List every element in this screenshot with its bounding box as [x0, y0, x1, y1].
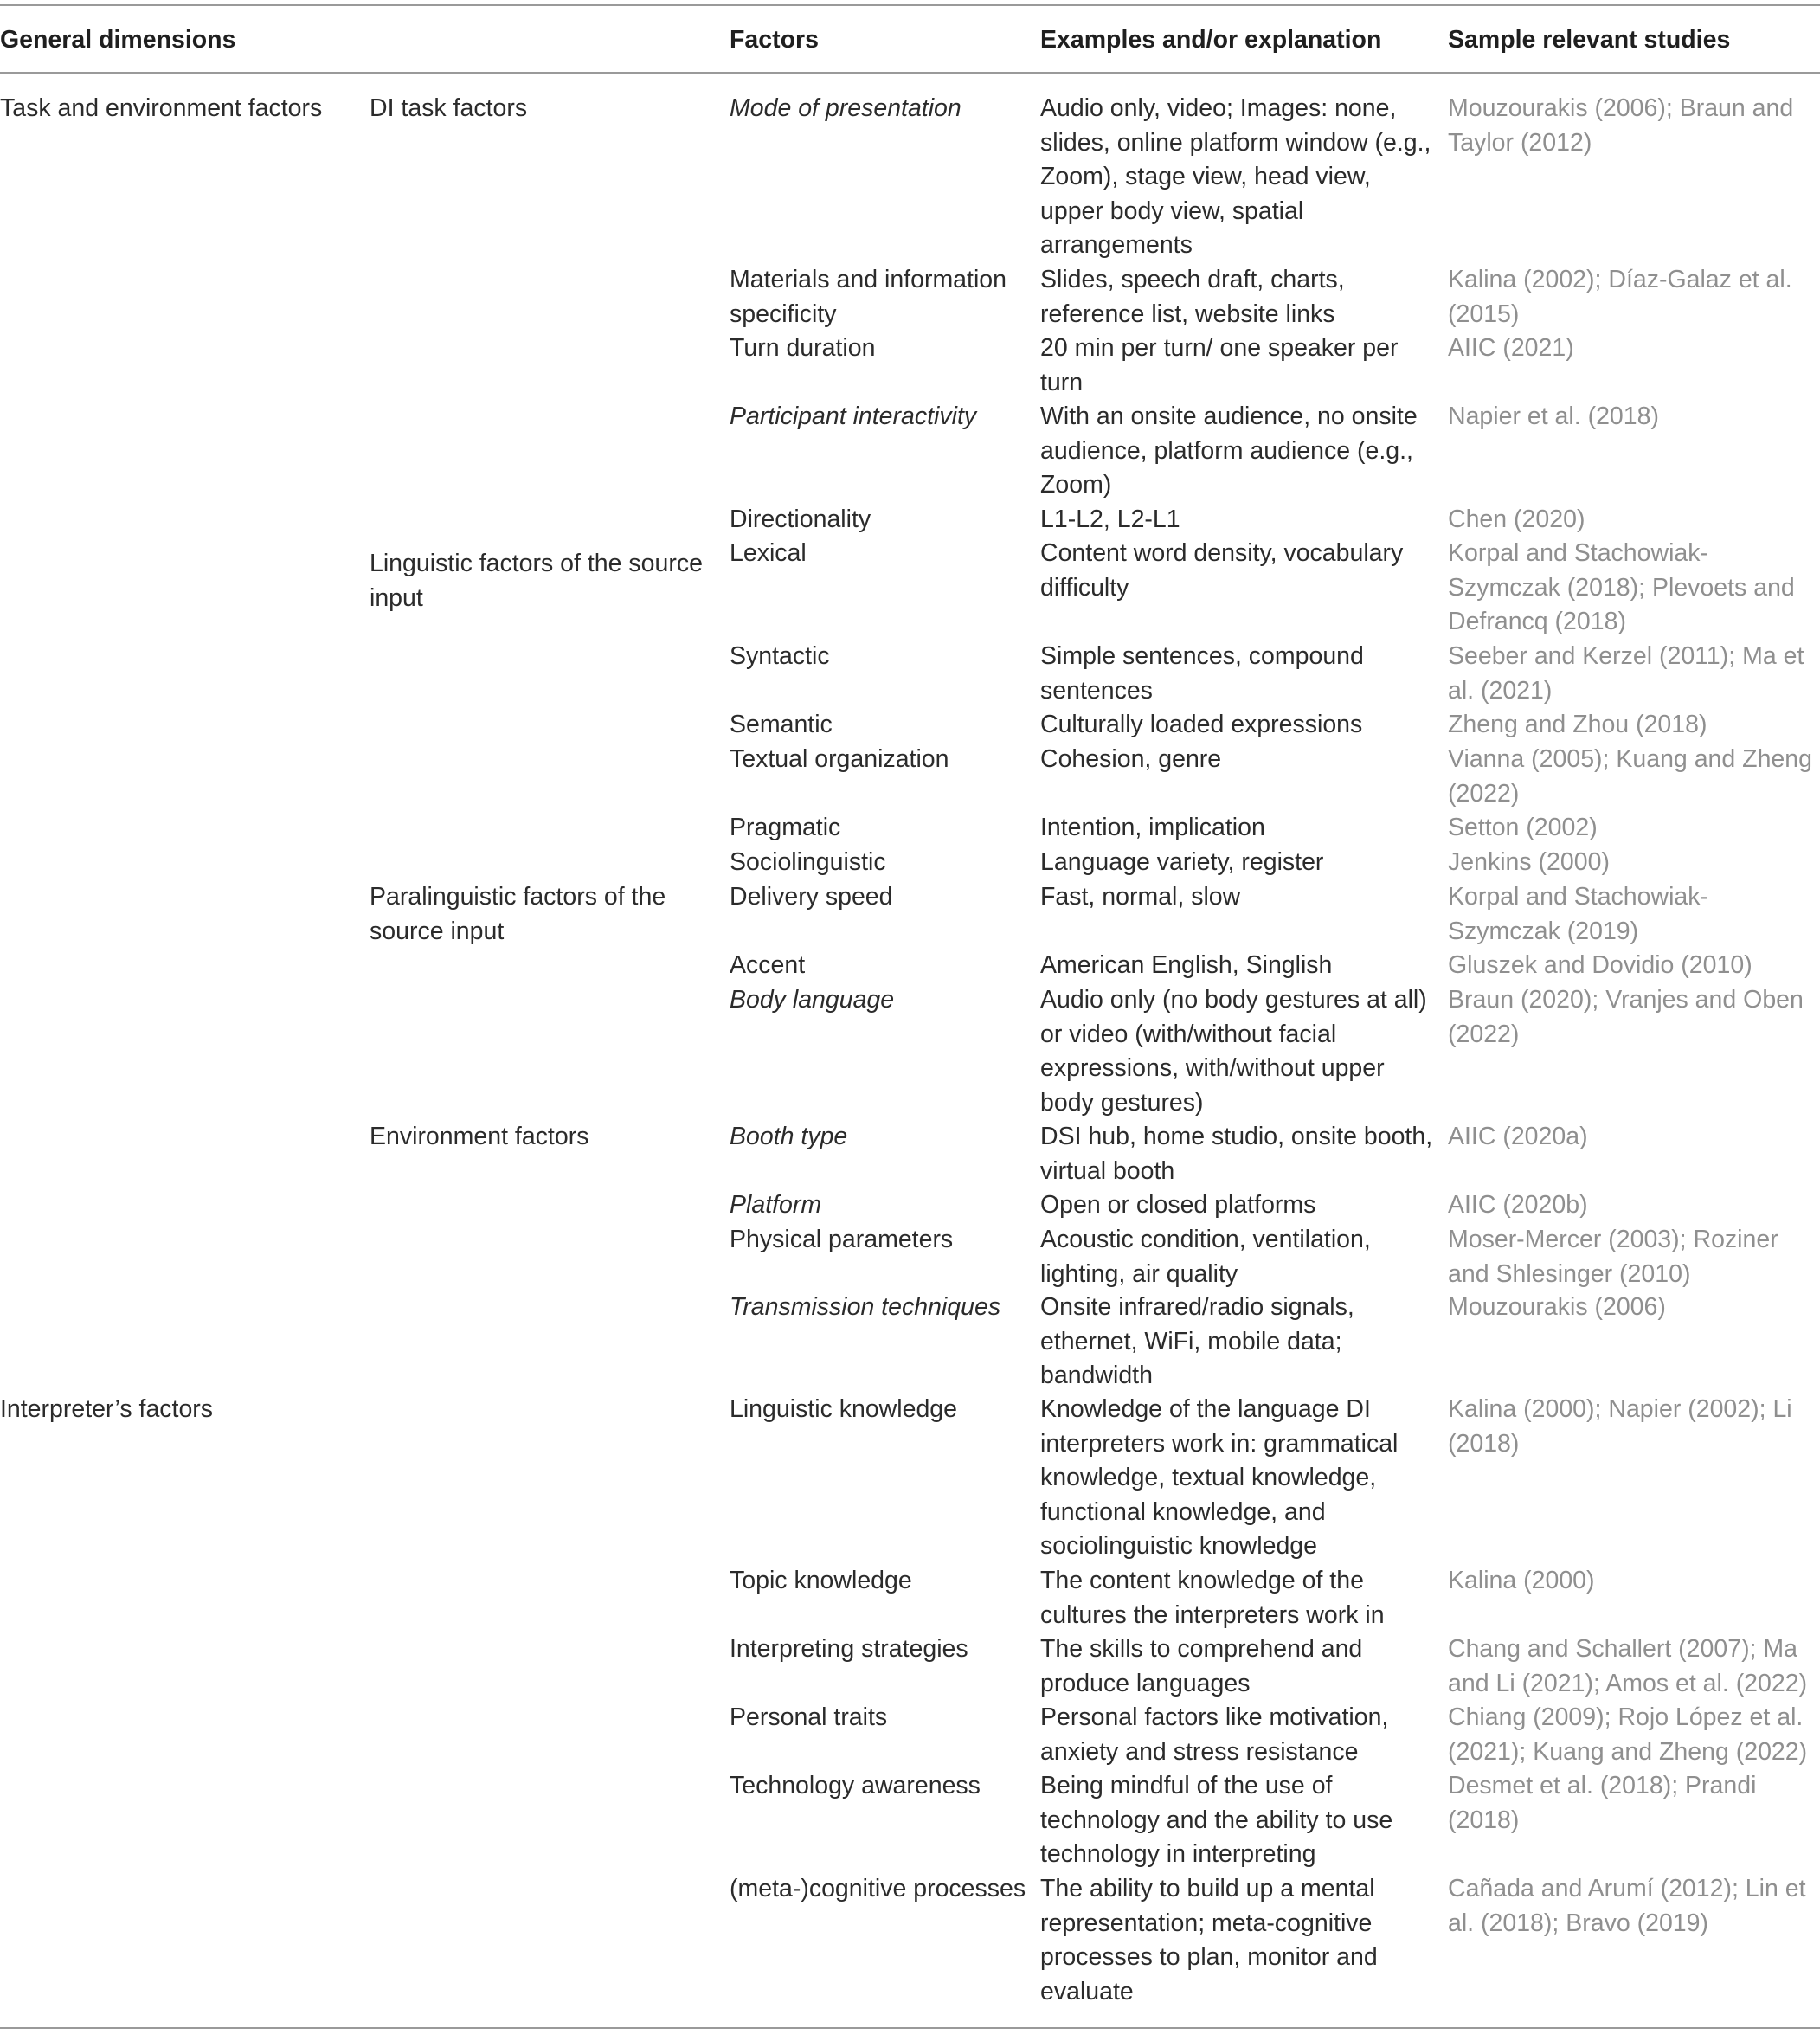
example-cell: Audio only, video; Images: none, slides, online platform window (e.g., Zoom), stage view, head view, upper body view, spatial arrangements [1040, 94, 1431, 259]
studies-cell: Chen (2020) [1448, 505, 1585, 533]
group-cell: DI task factors [370, 94, 528, 122]
example-cell: Intention, implication [1040, 814, 1265, 841]
example-cell: Culturally loaded expressions [1040, 711, 1363, 738]
studies-cell: Zheng and Zhou (2018) [1448, 711, 1707, 738]
factor-cell: Physical parameters [730, 1226, 954, 1253]
factor-cell: Interpreting strategies [730, 1635, 968, 1663]
studies-cell: Napier et al. (2018) [1448, 402, 1659, 430]
example-cell: Language variety, register [1040, 848, 1324, 876]
example-cell: Open or closed platforms [1040, 1191, 1316, 1219]
example-cell: Knowledge of the language DI interpreters work in: grammatical knowledge, textual knowledge, functional knowledge, and sociolinguistic knowledge [1040, 1395, 1399, 1560]
example-cell: 20 min per turn/ one speaker per turn [1040, 334, 1399, 396]
factor-cell: Participant interactivity [730, 402, 977, 430]
dimension-cell: Interpreter’s factors [0, 1395, 214, 1423]
studies-cell: Kalina (2002); Díaz-Galaz et al. (2015) [1448, 266, 1792, 328]
example-cell: The content knowledge of the cultures the interpreters work in [1040, 1567, 1385, 1629]
example-cell: Simple sentences, compound sentences [1040, 642, 1364, 705]
factor-cell: Technology awareness [730, 1772, 981, 1800]
factor-cell: Sociolinguistic [730, 848, 886, 876]
studies-cell: AIIC (2021) [1448, 334, 1574, 362]
header-factors: Factors [730, 26, 819, 54]
example-cell: L1-L2, L2-L1 [1040, 505, 1180, 533]
studies-cell: Vianna (2005); Kuang and Zheng (2022) [1448, 745, 1812, 808]
studies-cell: Jenkins (2000) [1448, 848, 1610, 876]
factor-cell: Accent [730, 951, 806, 979]
group-cell: Environment factors [370, 1123, 589, 1150]
header-studies: Sample relevant studies [1448, 26, 1731, 54]
factor-cell: Linguistic knowledge [730, 1395, 957, 1423]
studies-cell: Braun (2020); Vranjes and Oben (2022) [1448, 986, 1804, 1048]
table-top-rule [0, 4, 1820, 6]
example-cell: With an onsite audience, no onsite audience, platform audience (e.g., Zoom) [1040, 402, 1418, 499]
factor-cell: Transmission techniques [730, 1293, 1001, 1321]
header-examples: Examples and/or explanation [1040, 26, 1382, 54]
example-cell: Audio only (no body gestures at all) or video (with/without facial expressions, with/without upper body gestures) [1040, 986, 1427, 1117]
studies-cell: Cañada and Arumí (2012); Lin et al. (2018); Bravo (2019) [1448, 1875, 1806, 1937]
factor-cell: Mode of presentation [730, 94, 961, 122]
factor-cell: Delivery speed [730, 883, 893, 911]
example-cell: Being mindful of the use of technology and the ability to use technology in interpreting [1040, 1772, 1393, 1868]
studies-cell: Mouzourakis (2006) [1448, 1293, 1666, 1321]
studies-cell: Chiang (2009); Rojo López et al. (2021); Kuang and Zheng (2022) [1448, 1703, 1808, 1766]
factor-cell: Syntactic [730, 642, 830, 670]
factor-cell: Body language [730, 986, 895, 1014]
factor-cell: Lexical [730, 539, 807, 567]
factor-cell: Directionality [730, 505, 871, 533]
example-cell: Personal factors like motivation, anxiety and stress resistance [1040, 1703, 1389, 1766]
studies-cell: Kalina (2000) [1448, 1567, 1595, 1594]
factor-cell: Materials and information specificity [730, 266, 1006, 328]
example-cell: The ability to build up a mental representation; meta-cognitive processes to plan, monitor and evaluate [1040, 1875, 1378, 2006]
example-cell: DSI hub, home studio, onsite booth, virtual booth [1040, 1123, 1433, 1185]
table-bottom-rule [0, 2027, 1820, 2029]
studies-cell: Korpal and Stachowiak-Szymczak (2018); Plevoets and Defrancq (2018) [1448, 539, 1795, 635]
factor-cell: Booth type [730, 1123, 848, 1150]
example-cell: The skills to comprehend and produce languages [1040, 1635, 1363, 1697]
example-cell: Onsite infrared/radio signals, ethernet, WiFi, mobile data; bandwidth [1040, 1293, 1354, 1389]
studies-cell: Mouzourakis (2006); Braun and Taylor (2012) [1448, 94, 1794, 157]
factor-cell: Semantic [730, 711, 833, 738]
studies-cell: AIIC (2020b) [1448, 1191, 1588, 1219]
studies-cell: Chang and Schallert (2007); Ma and Li (2021); Amos et al. (2022) [1448, 1635, 1808, 1697]
example-cell: Fast, normal, slow [1040, 883, 1241, 911]
table-header-rule [0, 72, 1820, 74]
studies-cell: Kalina (2000); Napier (2002); Li (2018) [1448, 1395, 1792, 1458]
studies-cell: AIIC (2020a) [1448, 1123, 1588, 1150]
factor-cell: Turn duration [730, 334, 876, 362]
studies-cell: Setton (2002) [1448, 814, 1598, 841]
studies-cell: Moser-Mercer (2003); Roziner and Shlesinger (2010) [1448, 1226, 1778, 1288]
factor-cell: Textual organization [730, 745, 949, 773]
studies-cell: Gluszek and Dovidio (2010) [1448, 951, 1752, 979]
factor-cell: (meta-)cognitive processes [730, 1875, 1026, 1903]
group-cell: Paralinguistic factors of the source input [370, 883, 666, 945]
factor-cell: Personal traits [730, 1703, 888, 1731]
header-general-dimensions: General dimensions [0, 26, 236, 54]
factor-cell: Topic knowledge [730, 1567, 912, 1594]
studies-cell: Desmet et al. (2018); Prandi (2018) [1448, 1772, 1757, 1834]
group-cell: Linguistic factors of the source input [370, 550, 703, 612]
example-cell: Content word density, vocabulary difficulty [1040, 539, 1404, 602]
studies-cell: Seeber and Kerzel (2011); Ma et al. (2021) [1448, 642, 1804, 705]
example-cell: Slides, speech draft, charts, reference list, website links [1040, 266, 1345, 328]
example-cell: Acoustic condition, ventilation, lighting, air quality [1040, 1226, 1371, 1288]
example-cell: American English, Singlish [1040, 951, 1333, 979]
dimension-cell: Task and environment factors [0, 94, 323, 122]
factor-cell: Pragmatic [730, 814, 841, 841]
factor-cell: Platform [730, 1191, 822, 1219]
example-cell: Cohesion, genre [1040, 745, 1222, 773]
studies-cell: Korpal and Stachowiak-Szymczak (2019) [1448, 883, 1709, 945]
